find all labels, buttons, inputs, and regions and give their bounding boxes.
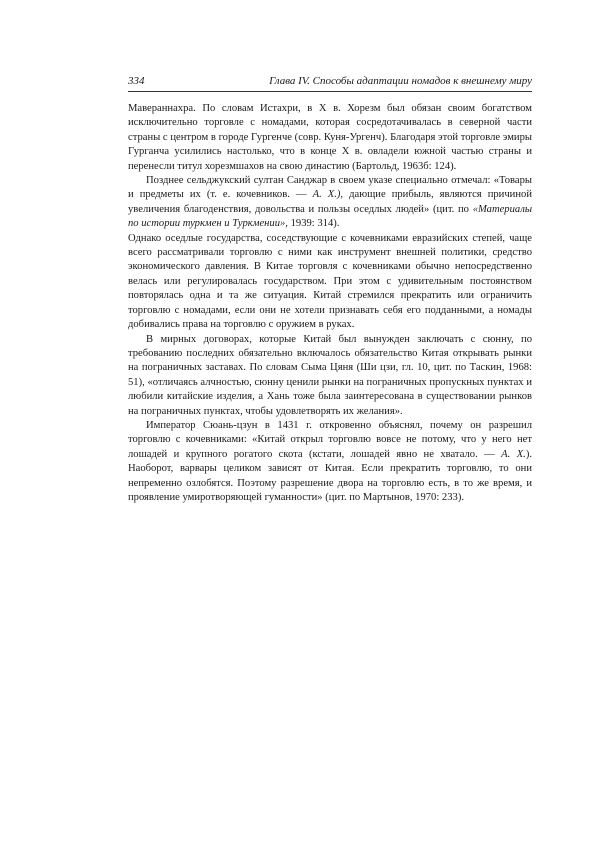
paragraph-5-text-a: Император Сюань-цзун в 1431 г. откровенно объяснял, почему он разрешил торговлю с кочевниками: «Китай открыл торговлю вовсе не потому, что у него нет лошадей и крупного рогатого скота (кстати, лошадей явно не хватало. — [128,419,532,460]
paragraph-5-text-b: ). Наоборот, варвары целиком зависят от Китая. Если прекратить торговлю, то они непременно озлобятся. Поэтому разрешение двора на торговлю есть, в то же время, и проявление умиротворяющей гуманности» (цит. по Мартынов, 1970: 233). [128,448,532,503]
paragraph-2-text-b: дающие прибыль, являются причиной увеличения благоденствия, довольства и пользы оседлых людей» (цит. по [128,189,532,215]
paragraph-2 [128,174,532,232]
paragraph-5 [128,419,532,505]
running-header [128,74,532,92]
paragraph-2-initials: А. Х.), [312,189,344,201]
chapter-title: Глава IV. Способы адаптации номадов к внешнему миру [269,75,532,87]
paragraph-2-text-c: 1939: 314). [287,218,340,230]
paragraph-2-source-title: «Материалы по истории туркмен и Туркмении», [128,203,532,230]
page-body [128,102,532,505]
book-page [128,74,532,505]
paragraph-5-initials: А. Х. [501,448,526,460]
paragraph-4: В мирных договорах, которые Китай был вынужден заключать с сюнну, по требованию последних обязательно включалось обязательство Китая открывать рынки на пограничных заставах. По словам Сыма Цяня (Ши цзи, гл. 10, цит. по Таскин, 1968: 51), «отличаясь алчностью, сюнну ценили рынки на пограничных пропускных пунктах и любили китайские изделия, а Хань тоже была заинтересована в существовании рынков на пограничных пунктах, чтобы удовлетворять их желания». [128,333,532,417]
page-number: 334 [128,75,145,87]
paragraph-2-text-a: Позднее сельджукский султан Санджар в своем указе специально отмечал: «Товары и предметы их (т. е. кочевников. — [128,175,532,201]
paragraph-3: Однако оседлые государства, соседствующие с кочевниками евразийских степей, чаще всего рассматривали торговлю с ними как инструмент внешней политики, средство экономического давления. В Китае торговля с кочевниками обычно непосредственно велась или регулировалась государством. При этом с удивительным постоянством повторялась одна и та же ситуация. Китай стремился прекратить или ограничить торговлю с номадами, если они не хотели признавать себя его подданными, а номады добивались права на торговлю с оружием в руках. [128,232,532,331]
paragraph-1: Мавераннахра. По словам Истахри, в X в. Хорезм был обязан своим богатством исключительно торговле с номадами, которая сосредотачивалась в северной части страны с центром в городе Гургенче (совр. Куня-Ургенч). Благодаря этой торговле эмиры Гурганча усилились настолько, что в конце X в. овладели южной частью страны и перенесли титул хорезмшахов на свою династию (Бартольд, 1963б: 124). [128,103,532,172]
